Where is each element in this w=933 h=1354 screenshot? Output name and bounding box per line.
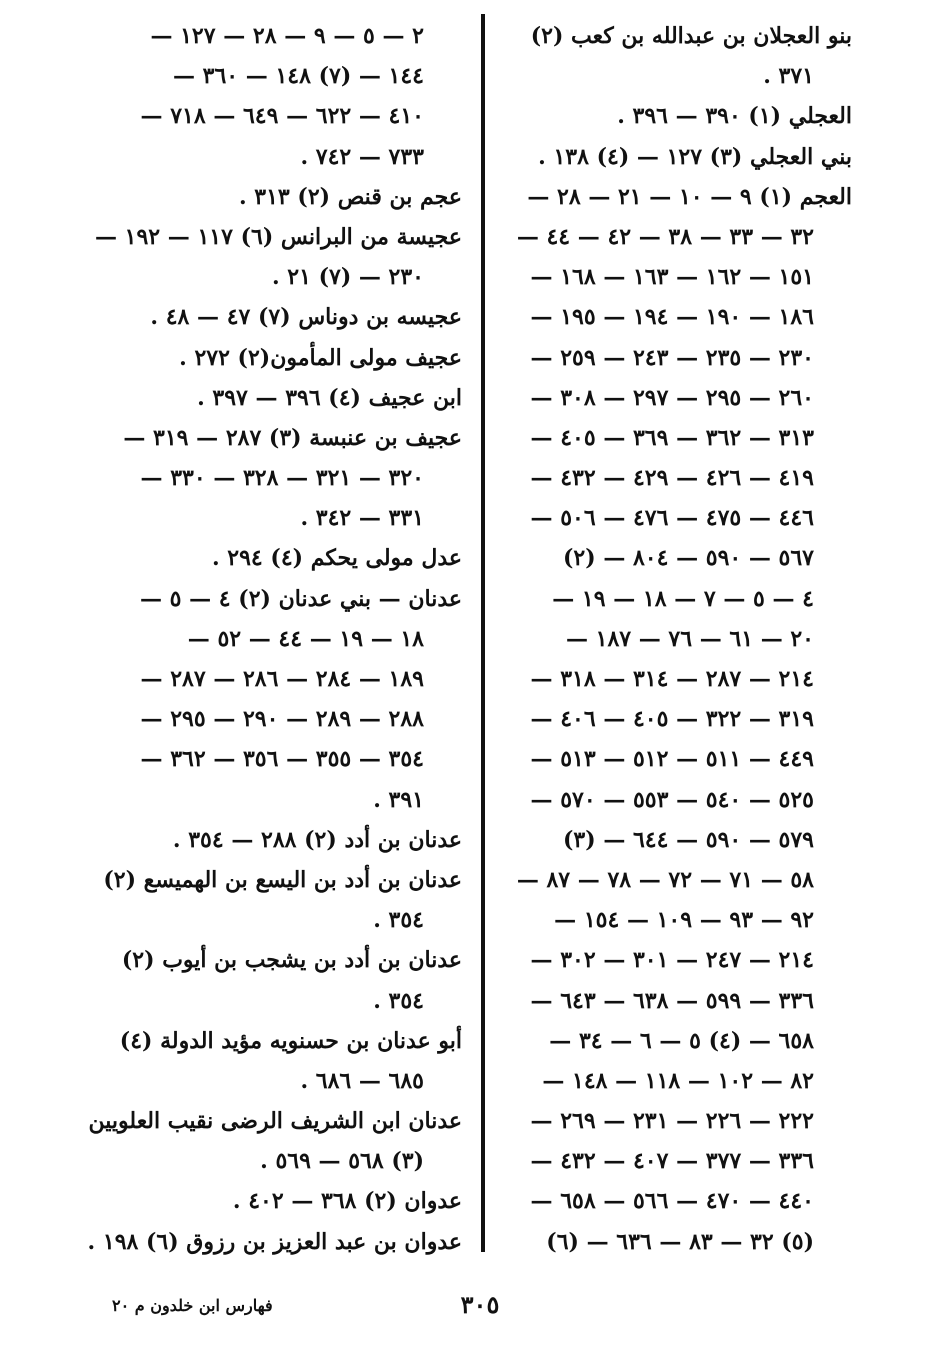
index-entry-line: عجيسة من البرانس (٦) ١١٧ — ١٩٢ —: [95, 223, 462, 250]
index-continuation-line: ٣٢٠ — ٣٢١ — ٣٢٨ — ٣٣٠ —: [140, 465, 424, 492]
index-continuation-line: ٦٨٥ — ٦٨٦ .: [300, 1067, 424, 1094]
page-number: ٣٠٥: [460, 1290, 500, 1319]
index-continuation-line: (٣) ٥٦٨ — ٥٦٩ .: [260, 1148, 424, 1175]
index-entry-line: عدوان بن عبد العزيز بن رزوق (٦) ١٩٨ .: [87, 1228, 462, 1255]
column-divider: [481, 14, 485, 1252]
index-continuation-line: ٢٦٠ — ٢٩٥ — ٢٩٧ — ٣٠٨ —: [530, 384, 814, 411]
index-continuation-line: ٣٧١ .: [763, 63, 814, 90]
index-entry-line: عدنان ابن الشريف الرضى نقيب العلويين: [88, 1108, 462, 1135]
index-continuation-line: ٢٣٠ — ٢٣٥ — ٢٤٣ — ٢٥٩ —: [530, 344, 814, 371]
index-continuation-line: ٤١٠ — ٦٢٢ — ٦٤٩ — ٧١٨ —: [140, 103, 424, 130]
index-continuation-line: ٥٢٥ — ٥٤٠ — ٥٥٣ — ٥٧٠ —: [530, 786, 814, 813]
index-continuation-line: ٣١٣ — ٣٦٢ — ٣٦٩ — ٤٠٥ —: [530, 424, 814, 451]
index-continuation-line: ٤٤٠ — ٤٧٠ — ٥٦٦ — ٦٥٨ —: [530, 1188, 814, 1215]
running-title: فهارس ابن خلدون م ٢٠: [112, 1296, 273, 1315]
index-column-right: [500, 16, 852, 1262]
index-entry-line: بنو العجلان بن عبدالله بن كعب (٢): [530, 23, 852, 49]
index-continuation-line: ٣٥٤ .: [373, 987, 424, 1014]
index-entry-line: عدنان بن أدد بن اليسع بن الهميسع (٢): [103, 866, 462, 893]
index-continuation-line: ٥٧٩ — ٥٩٠ — ٦٤٤ — (٣): [563, 826, 814, 853]
index-continuation-line: ٢٢٢ — ٢٢٦ — ٢٣١ — ٢٦٩ —: [530, 1108, 814, 1135]
index-column-left: [87, 16, 462, 1262]
index-entry-line: عدنان — بني عدنان (٢) ٤ — ٥ —: [139, 585, 462, 612]
index-entry-line: عدنان بن أدد بن يشجب بن أيوب (٢): [121, 947, 462, 974]
index-continuation-line: ٥٨ — ٧١ — ٧٢ — ٧٨ — ٨٧ —: [516, 866, 814, 893]
index-continuation-line: ١٨٦ — ١٩٠ — ١٩٤ — ١٩٥ —: [530, 304, 814, 331]
index-continuation-line: ٤٤٦ — ٤٧٥ — ٤٧٦ — ٥٠٦ —: [530, 505, 814, 532]
index-entry-line: ابن عجيف (٤) ٣٩٦ — ٣٩٧ .: [197, 384, 462, 411]
index-continuation-line: ٣٩١ .: [373, 786, 424, 813]
index-continuation-line: ٣٥٤ .: [373, 907, 424, 934]
index-continuation-line: ٢٣٠ — (٧) ٢١ .: [271, 264, 424, 291]
index-entry-line: عدوان (٢) ٣٦٨ — ٤٠٢ .: [232, 1188, 462, 1215]
index-continuation-line: ٥٦٧ — ٥٩٠ — ٨٠٤ — (٢): [563, 545, 814, 572]
index-continuation-line: ٣٣٦ — ٣٧٧ — ٤٠٧ — ٤٣٢ —: [530, 1148, 814, 1175]
index-continuation-line: ٣٥٤ — ٣٥٥ — ٣٥٦ — ٣٦٢ —: [140, 746, 424, 773]
index-continuation-line: ٣٢ — ٣٣ — ٣٨ — ٤٢ — ٤٤ —: [516, 223, 814, 250]
index-continuation-line: ١٥١ — ١٦٢ — ١٦٣ — ١٦٨ —: [530, 264, 814, 291]
index-continuation-line: ٢٠ — ٦١ — ٧٦ — ١٨٧ —: [565, 625, 814, 652]
index-entry-line: العجم (١) ٩ — ١٠ — ٢١ — ٢٨ —: [527, 183, 852, 210]
index-continuation-line: ١٨ — ١٩ — ٤٤ — ٥٢ —: [187, 625, 424, 652]
index-continuation-line: ٣٣٦ — ٥٩٩ — ٦٣٨ — ٦٤٣ —: [530, 987, 814, 1014]
index-continuation-line: ٧٣٣ — ٧٤٢ .: [300, 143, 424, 170]
index-entry-line: عجيف بن عنبسة (٣) ٢٨٧ — ٣١٩ —: [123, 424, 462, 451]
index-continuation-line: ٤١٩ — ٤٢٦ — ٤٢٩ — ٤٣٢ —: [530, 465, 814, 492]
index-continuation-line: ٩٢ — ٩٣ — ١٠٩ — ١٥٤ —: [554, 907, 814, 934]
index-continuation-line: ٣٣١ — ٣٤٢ .: [300, 505, 424, 532]
index-continuation-line: ٢٨٨ — ٢٨٩ — ٢٩٠ — ٢٩٥ —: [140, 706, 424, 733]
index-entry-line: عدل مولى يحكم (٤) ٢٩٤ .: [211, 545, 462, 572]
index-entry-line: عجيف مولى المأمون(٢) ٢٧٢ .: [179, 344, 462, 371]
index-entry-line: العجلي (١) ٣٩٠ — ٣٩٦ .: [617, 103, 852, 130]
index-continuation-line: ٢١٤ — ٢٤٧ — ٣٠١ — ٣٠٢ —: [530, 947, 814, 974]
index-continuation-line: ٤٤٩ — ٥١١ — ٥١٢ — ٥١٣ —: [530, 746, 814, 773]
index-continuation-line: ٣١٩ — ٣٢٢ — ٤٠٥ — ٤٠٦ —: [530, 706, 814, 733]
index-continuation-line: ٢١٤ — ٢٨٧ — ٣١٤ — ٣١٨ —: [530, 666, 814, 692]
index-continuation-line: ١٤٤ — (٧) ١٤٨ — ٣٦٠ —: [173, 63, 424, 90]
index-entry-line: عدنان بن أدد (٢) ٢٨٨ — ٣٥٤ .: [172, 826, 462, 853]
index-continuation-line: ١٨٩ — ٢٨٤ — ٢٨٦ — ٢٨٧ —: [140, 666, 424, 692]
index-continuation-line: ٦٥٨ — (٤) ٥ — ٦ — ٣٤ —: [549, 1027, 814, 1054]
index-entry-line: أبو عدنان بن حسنويه مؤيد الدولة (٤): [119, 1027, 462, 1054]
index-continuation-line: (٥) ٣٢ — ٨٣ — ٦٣٦ — (٦): [546, 1228, 814, 1255]
index-entry-line: بني العجلي (٣) ١٢٧ — (٤) ١٣٨ .: [538, 143, 852, 170]
index-continuation-line: ٢ — ٥ — ٩ — ٢٨ — ١٢٧ —: [150, 23, 424, 49]
index-continuation-line: ٤ — ٥ — ٧ — ١٨ — ١٩ —: [552, 585, 814, 612]
index-entry-line: عجم بن قنص (٢) ٣١٣ .: [238, 183, 462, 210]
index-entry-line: عجيسه بن دوناس (٧) ٤٧ — ٤٨ .: [150, 304, 462, 331]
index-continuation-line: ٨٢ — ١٠٢ — ١١٨ — ١٤٨ —: [542, 1067, 814, 1094]
